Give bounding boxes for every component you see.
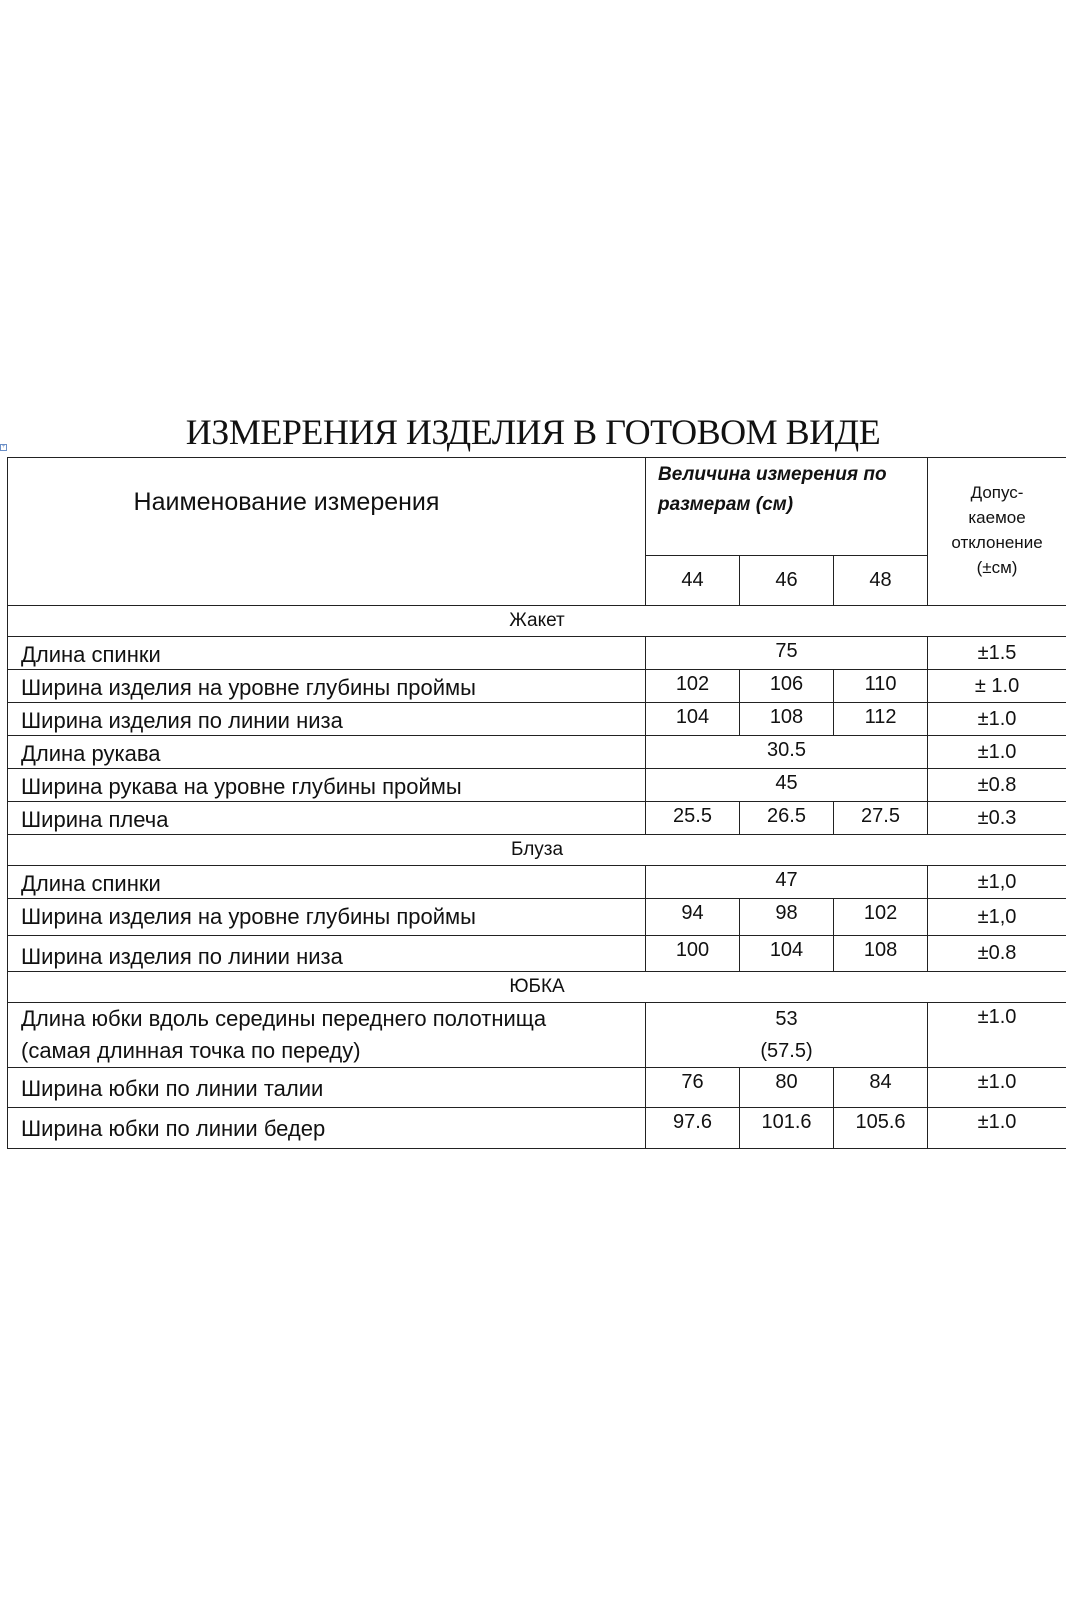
measure-value: 101.6 <box>740 1108 834 1149</box>
measure-value: 27.5 <box>834 802 928 835</box>
measure-value: 80 <box>740 1068 834 1108</box>
table-row <box>8 899 1066 936</box>
section-row <box>8 972 1066 1003</box>
measure-tolerance: ± 1.0 <box>928 670 1066 703</box>
tolerance-line: каемое <box>968 508 1026 527</box>
measure-value-line: 53 <box>775 1008 798 1030</box>
measure-value: 105.6 <box>834 1108 928 1149</box>
measure-value: 104 <box>740 936 834 972</box>
measure-name: Ширина юбки по линии бедер <box>8 1108 646 1149</box>
size-46: 46 <box>740 556 834 606</box>
measure-value: 26.5 <box>740 802 834 835</box>
measure-value: 25.5 <box>646 802 740 835</box>
table-row <box>8 1068 1066 1108</box>
measure-name: Ширина плеча <box>8 802 646 835</box>
measure-value-merged: 45 <box>646 769 928 802</box>
measure-tolerance: ±0.3 <box>928 802 1066 835</box>
table-row <box>8 802 1066 835</box>
table-row <box>8 637 1066 670</box>
table-row <box>8 936 1066 972</box>
table-row <box>8 866 1066 899</box>
measure-value: 76 <box>646 1068 740 1108</box>
tolerance-line: Допус- <box>970 483 1024 502</box>
section-row <box>8 606 1066 637</box>
measure-value-merged: 47 <box>646 866 928 899</box>
measure-value: 100 <box>646 936 740 972</box>
measure-value: 102 <box>646 670 740 703</box>
measure-value: 97.6 <box>646 1108 740 1149</box>
size-44: 44 <box>646 556 740 606</box>
measure-name <box>8 1003 646 1068</box>
measure-value: 106 <box>740 670 834 703</box>
measure-tolerance: ±1,0 <box>928 866 1066 899</box>
tolerance-line: (±см) <box>976 558 1018 577</box>
measure-name: Ширина изделия по линии низа <box>8 936 646 972</box>
measure-value: 94 <box>646 899 740 936</box>
measure-tolerance: ±0.8 <box>928 936 1066 972</box>
measure-name: Длина спинки <box>8 866 646 899</box>
measure-value-merged: 75 <box>646 637 928 670</box>
table-row <box>8 769 1066 802</box>
measure-tolerance: ±0.8 <box>928 769 1066 802</box>
measure-tolerance: ±1.0 <box>928 1108 1066 1149</box>
header-name-cell: Наименование измерения <box>8 458 646 606</box>
section-title-jacket: Жакет <box>8 606 1066 637</box>
measure-value: 108 <box>740 703 834 736</box>
measure-tolerance: ±1.0 <box>928 1003 1066 1068</box>
measure-name-line: (самая длинная точка по переду) <box>21 1038 361 1063</box>
measure-value-merged <box>646 1003 928 1068</box>
measure-name: Длина рукава <box>8 736 646 769</box>
measure-value: 112 <box>834 703 928 736</box>
measure-name: Ширина изделия на уровне глубины проймы <box>8 670 646 703</box>
table-row <box>8 703 1066 736</box>
table-row <box>8 670 1066 703</box>
section-title-blouse: Блуза <box>8 835 1066 866</box>
section-row <box>8 835 1066 866</box>
table-row <box>8 736 1066 769</box>
measure-value: 110 <box>834 670 928 703</box>
measure-value-merged: 30.5 <box>646 736 928 769</box>
measure-name: Ширина изделия по линии низа <box>8 703 646 736</box>
measure-tolerance: ±1.0 <box>928 703 1066 736</box>
header-size-cell: Величина измерения по размерам (см) <box>646 458 928 556</box>
measure-value: 84 <box>834 1068 928 1108</box>
measure-value-line: (57.5) <box>760 1040 813 1062</box>
table-row <box>8 1003 1066 1068</box>
size-48: 48 <box>834 556 928 606</box>
tolerance-line: отклонение <box>951 533 1043 552</box>
measure-value: 104 <box>646 703 740 736</box>
measure-value: 108 <box>834 936 928 972</box>
measure-value: 102 <box>834 899 928 936</box>
measure-name-line: Длина юбки вдоль середины переднего полотнища <box>21 1006 547 1031</box>
measure-name: Ширина юбки по линии талии <box>8 1068 646 1108</box>
measure-name: Ширина изделия на уровне глубины проймы <box>8 899 646 936</box>
measure-value: 98 <box>740 899 834 936</box>
header-tolerance-cell <box>928 458 1066 606</box>
table-anchor-icon: + <box>1 444 6 450</box>
measurements-table <box>7 457 1066 1149</box>
measure-tolerance: ±1.0 <box>928 736 1066 769</box>
section-title-skirt: ЮБКА <box>8 972 1066 1003</box>
measure-name: Длина спинки <box>8 637 646 670</box>
document-title: ИЗМЕРЕНИЯ ИЗДЕЛИЯ В ГОТОВОМ ВИДЕ <box>185 412 881 452</box>
measure-name: Ширина рукава на уровне глубины проймы <box>8 769 646 802</box>
measure-tolerance: ±1.5 <box>928 637 1066 670</box>
table-row <box>8 1108 1066 1149</box>
header-row-1 <box>8 458 1066 556</box>
measure-tolerance: ±1.0 <box>928 1068 1066 1108</box>
measure-tolerance: ±1,0 <box>928 899 1066 936</box>
